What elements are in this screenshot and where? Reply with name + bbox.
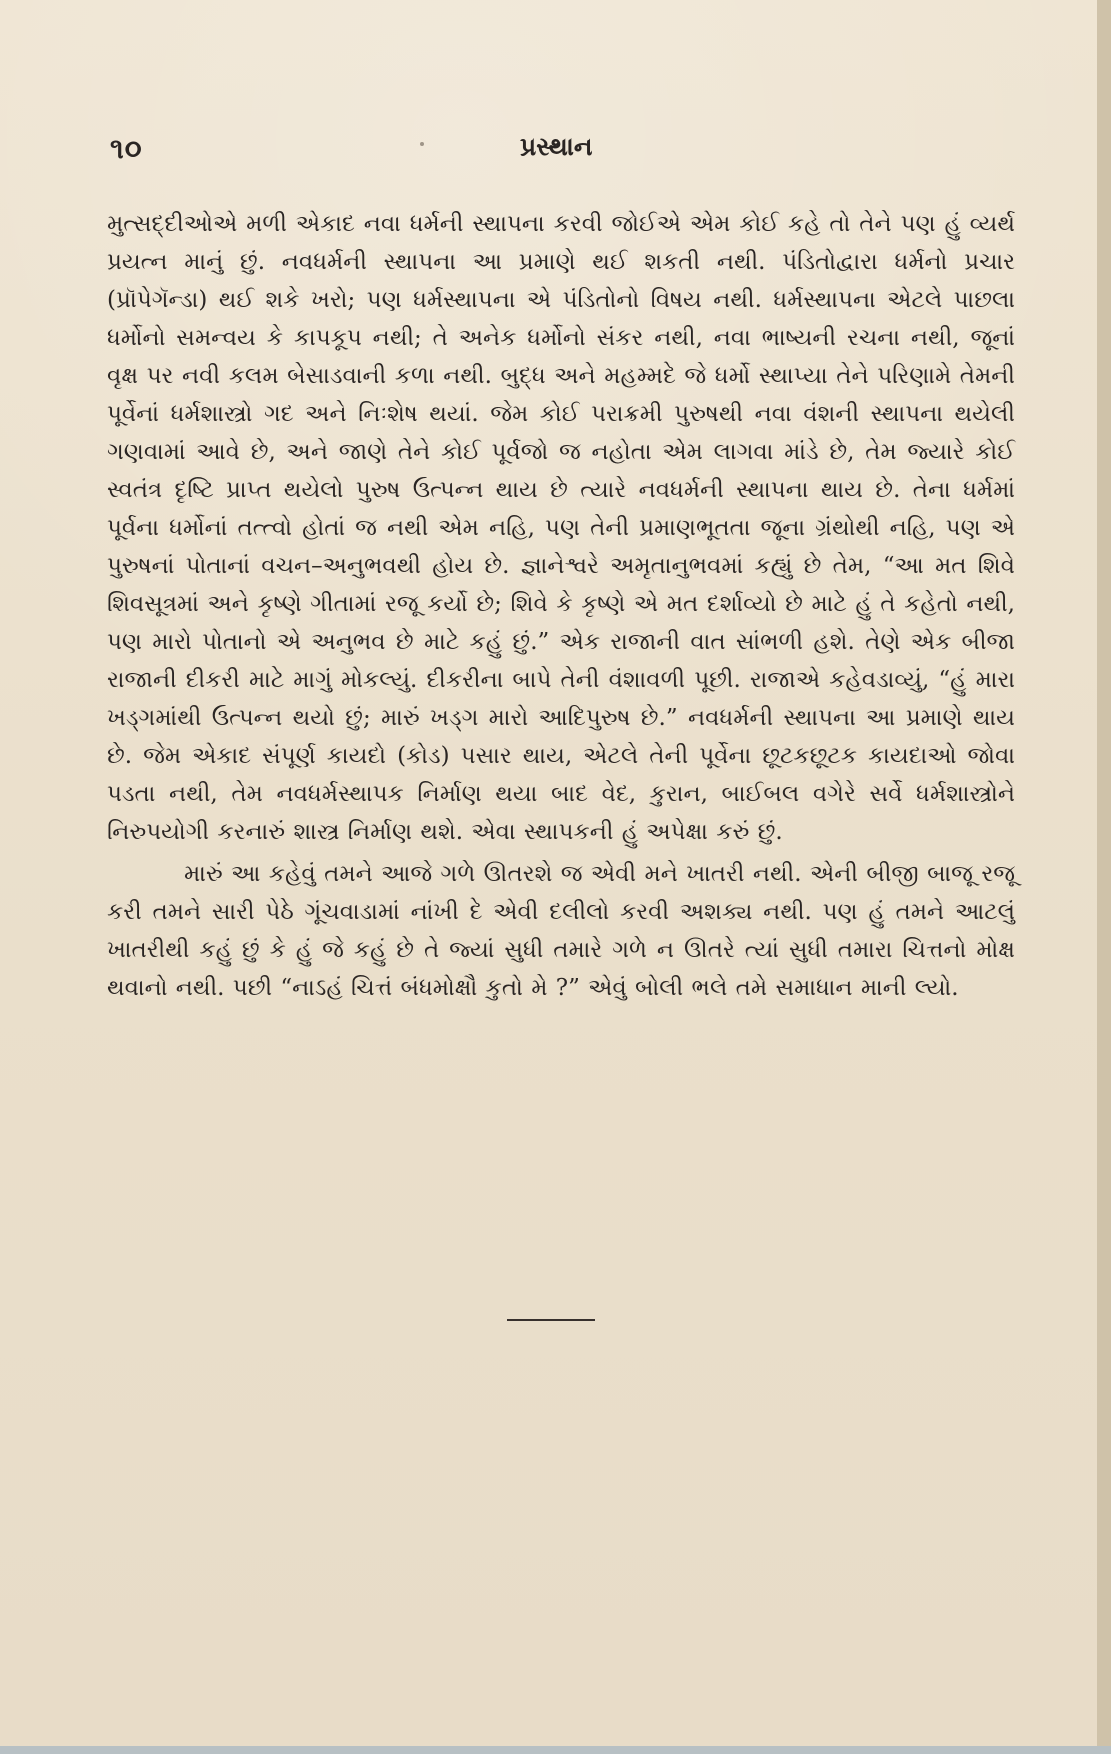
ink-dot bbox=[420, 142, 424, 146]
paper-edge-bottom bbox=[0, 1746, 1111, 1754]
section-end-rule bbox=[507, 1319, 595, 1321]
paper-edge-right bbox=[1097, 0, 1111, 1754]
page-number: ૧૦ bbox=[110, 132, 143, 165]
page-header bbox=[0, 132, 1097, 172]
running-title: પ્રસ્થાન bbox=[520, 132, 593, 161]
paragraph: મુત્સદ્દીઓએ મળી એકાદ નવા ધર્મની સ્થાપના કરવી જોઈએ એમ કોઈ કહે તો તેને પણ હું વ્યર્થ પ્રયત્ન માનું છું. નવધર્મની સ્થાપના આ પ્રમાણે થઈ શકતી નથી. પંડિતોદ્વારા ધર્મનો પ્રચાર (પ્રૉપેગૅન્ડા) થઈ શકે ખરો; પણ ધર્મસ્થાપના એ પંડિતોનો વિષય નથી. ધર્મસ્થાપના એટલે પાછલા ધર્મોનો સમન્વય કે કાપકૂપ નથી; તે અનેક ધર્મોનો સંકર નથી, નવા ભાષ્યની રચના નથી, જૂનાં વૃક્ષ પર નવી કલમ બેસાડવાની કળા નથી. બુદ્ધ અને મહમ્મદે જે ધર્મો સ્થાપ્યા તેને પરિણામે તેમની પૂર્વેનાં ધર્મશાસ્ત્રો ગદ અને નિઃશેષ થયાં. જેમ કોઈ પરાક્રમી પુરુષથી નવા વંશની સ્થાપના થયેલી ગણવામાં આવે છે, અને જાણે તેને કોઈ પૂર્વજો જ નહોતા એમ લાગવા માંડે છે, તેમ જ્યારે કોઈ સ્વતંત્ર દૃષ્ટિ પ્રાપ્ત થયેલો પુરુષ ઉત્પન્ન થાય છે ત્યારે નવધર્મની સ્થાપના થાય છે. તેના ધર્મમાં પૂર્વના ધર્મોનાં તત્ત્વો હોતાં જ નથી એમ નહિ, પણ તેની પ્રમાણભૂતતા જૂના ગ્રંથોથી નહિ, પણ એ પુરુષનાં પોતાનાં વચન–અનુભવથી હોય છે. જ્ઞાનેશ્વરે અમૃતાનુભવમાં કહ્યું છે તેમ, “આ મત શિવે શિવસૂત્રમાં અને કૃષ્ણે ગીતામાં રજૂ કર્યો છે; શિવે કે કૃષ્ણે એ મત દર્શાવ્યો છે માટે હું તે કહેતો નથી, પણ મારો પોતાનો એ અનુભવ છે માટે કહું છું.” એક રાજાની વાત સાંભળી હશે. તેણે એક બીજા રાજાની દીકરી માટે માગું મોકલ્યું. દીકરીના બાપે તેની વંશાવળી પૂછી. રાજાએ કહેવડાવ્યું, “હું મારા ખડ્ગમાંથી ઉત્પન્ન થયો છું; મારું ખડ્ગ મારો આદિપુરુષ છે.” નવધર્મની સ્થાપના આ પ્રમાણે થાય છે. જેમ એકાદ સંપૂર્ણ કાયદો (કોડ) પસાર થાય, એટલે તેની પૂર્વેના છૂટકછૂટક કાયદાઓ જોવા પડતા નથી, તેમ નવધર્મસ્થાપક નિર્માણ થયા બાદ વેદ, કુરાન, બાઈબલ વગેરે સર્વે ધર્મશાસ્ત્રોને નિરુપયોગી કરનારું શાસ્ત્ર નિર્માણ થશે. એવા સ્થાપકની હું અપેક્ષા કરું છું. bbox=[107, 211, 1015, 845]
paragraph: મારું આ કહેવું તમને આજે ગળે ઊતરશે જ એવી મને ખાતરી નથી. એની બીજી બાજૂ રજૂ કરી તમને સારી પેઠે ગૂંચવાડામાં નાંખી દે એવી દલીલો કરવી અશક્ય નથી. પણ હું તમને આટલું ખાતરીથી કહું છું કે હું જે કહું છે તે જ્યાં સુધી તમારે ગળે ન ઊતરે ત્યાં સુધી તમારા ચિત્તનો મોક્ષ થવાનો નથી. પછી “નાઽહં ચિત્તં બંધમોક્ષૌ કુતો મે ?” એવું બોલી ભલે તમે સમાધાન માની લ્યો. bbox=[107, 861, 1015, 1001]
body-text bbox=[107, 205, 1015, 1007]
